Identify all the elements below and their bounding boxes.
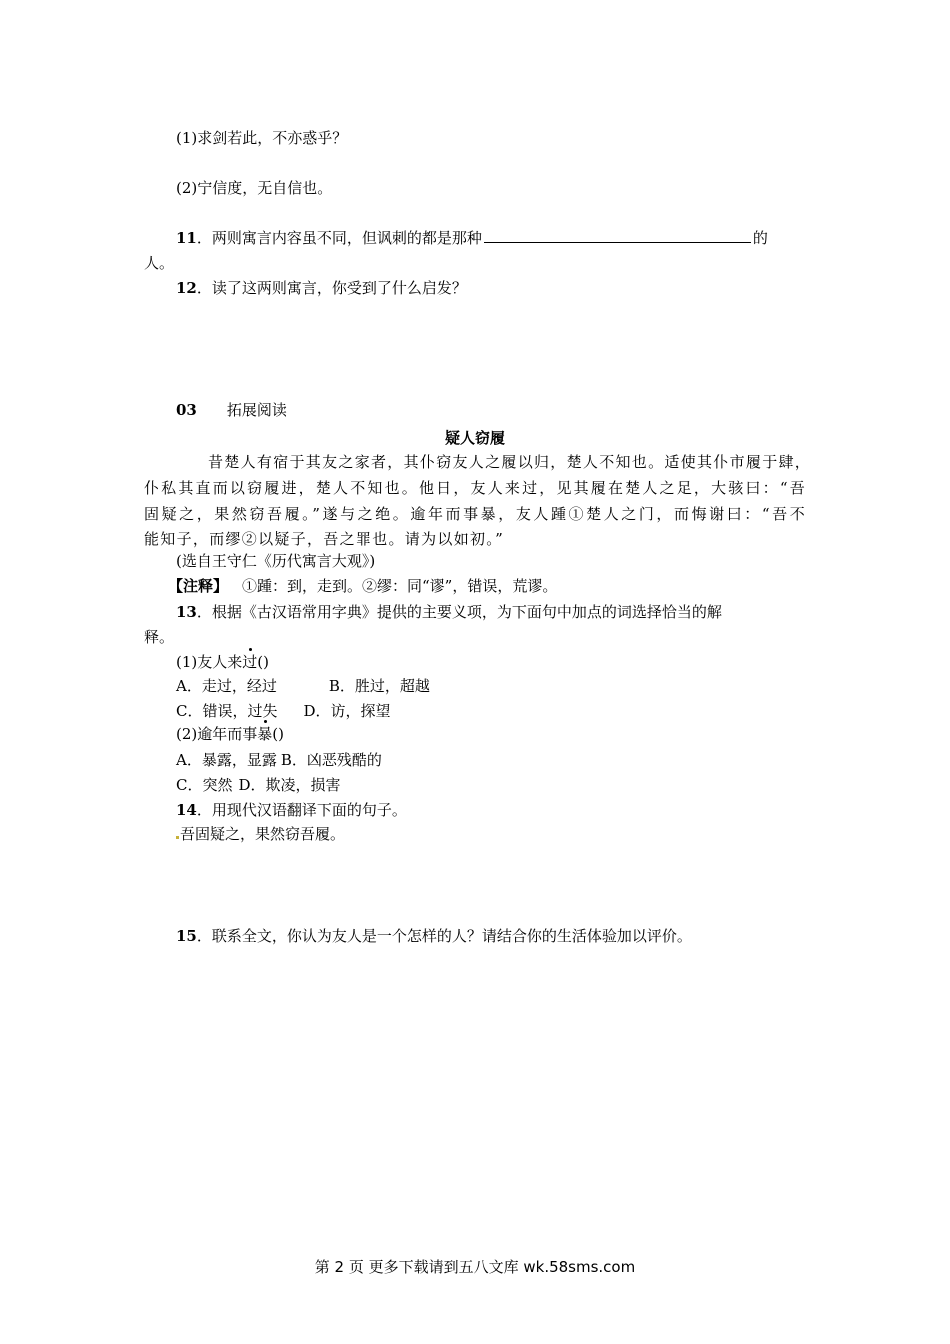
page-footer: 第 2 页 更多下载请到五八文库 wk.58sms.com: [314, 1258, 636, 1276]
section-heading: [176, 400, 287, 420]
question-text: ．根据《古汉语常用字典》提供的主要义项，为下面句中加点的词选择恰当的解: [196, 603, 722, 621]
q13-sub-2: [176, 724, 284, 744]
answer-bracket[interactable]: (): [272, 725, 284, 743]
question-text: ．两则寓言内容虽不同，但讽刺的都是那种: [196, 229, 482, 247]
option-a: A．暴露，显露: [176, 751, 277, 769]
option-d: D．欺凌，损害: [238, 776, 341, 794]
passage-line-1: 昔楚人有宿于其友之家者，其仆窃友人之履以归，楚人不知也。适使其仆市履于肆，: [208, 453, 812, 471]
margin-mark-icon: [176, 836, 179, 839]
question-number: 13: [176, 603, 197, 621]
question-text: ．读了这两则寓言，你受到了什么启发？: [196, 279, 467, 297]
section-number: 03: [176, 401, 197, 419]
question-text: ．联系全文，你认为友人是一个怎样的人？请结合你的生活体验加以评价。: [196, 927, 692, 945]
q13-sub-2-options-cd: [176, 775, 341, 795]
option-b: B．凶恶残酷的: [280, 751, 382, 769]
question-number: 11: [176, 229, 197, 247]
question-14: [176, 800, 407, 820]
emphasized-word: 过: [242, 653, 258, 671]
answer-bracket[interactable]: (): [257, 653, 269, 671]
question-15: [176, 926, 692, 946]
option-a: A．走过，经过: [176, 677, 277, 695]
option-d: D．访，探望: [303, 702, 391, 720]
q14-sentence: [176, 824, 345, 844]
q13-sub-1-options-cd: [176, 701, 391, 721]
answer-blank[interactable]: [484, 228, 751, 243]
sub-question-text: (1)友人来: [176, 653, 243, 671]
passage-source: (选自王守仁《历代寓言大观》): [176, 552, 376, 570]
q10-item-1: (1)求剑若此，不亦惑乎？: [176, 129, 348, 147]
passage-line-3: 固疑之，果然窃吾履。”遂与之绝。逾年而事暴，友人踵①楚人之门，而悔谢曰：“吾不: [144, 505, 806, 523]
q13-sub-1-options-ab: [176, 676, 430, 696]
passage-line-2: 仆私其直而以窃履进，楚人不知也。他日，友人来过，见其履在楚人之足，大骇曰：“吾: [144, 479, 806, 497]
option-c: C．突然: [176, 776, 233, 794]
question-13-wrap: 释。: [144, 628, 175, 646]
question-13: [176, 602, 722, 622]
question-11-wrap: 人。: [144, 254, 175, 272]
passage-notes: [168, 576, 557, 596]
emphasized-word: 暴: [257, 725, 273, 743]
passage-line-4: 能知子，而缪②以疑子，吾之罪也。请为以如初。”: [144, 530, 505, 548]
notes-label: 【注释】: [168, 577, 229, 595]
translation-sentence: 吾固疑之，果然窃吾履。: [180, 825, 346, 843]
question-text-tail: 的: [752, 229, 768, 247]
sub-question-text: (2)逾年而事: [176, 725, 258, 743]
q13-sub-1: [176, 652, 269, 672]
passage-title: 疑人窃履: [444, 429, 505, 447]
q10-item-2: (2)宁信度，无自信也。: [176, 179, 333, 197]
notes-text: ①踵：到，走到。②缪：同“谬”，错误，荒谬。: [242, 577, 558, 595]
question-12: [176, 278, 467, 298]
question-number: 15: [176, 927, 197, 945]
option-c: C．错误，过失: [176, 702, 278, 720]
option-b: B．胜过，超越: [328, 677, 430, 695]
section-label: 拓展阅读: [226, 401, 287, 419]
question-text: ．用现代汉语翻译下面的句子。: [196, 801, 407, 819]
question-number: 12: [176, 279, 197, 297]
question-number: 14: [176, 801, 197, 819]
q13-sub-2-options-ab: [176, 750, 382, 770]
question-11: [176, 228, 768, 248]
